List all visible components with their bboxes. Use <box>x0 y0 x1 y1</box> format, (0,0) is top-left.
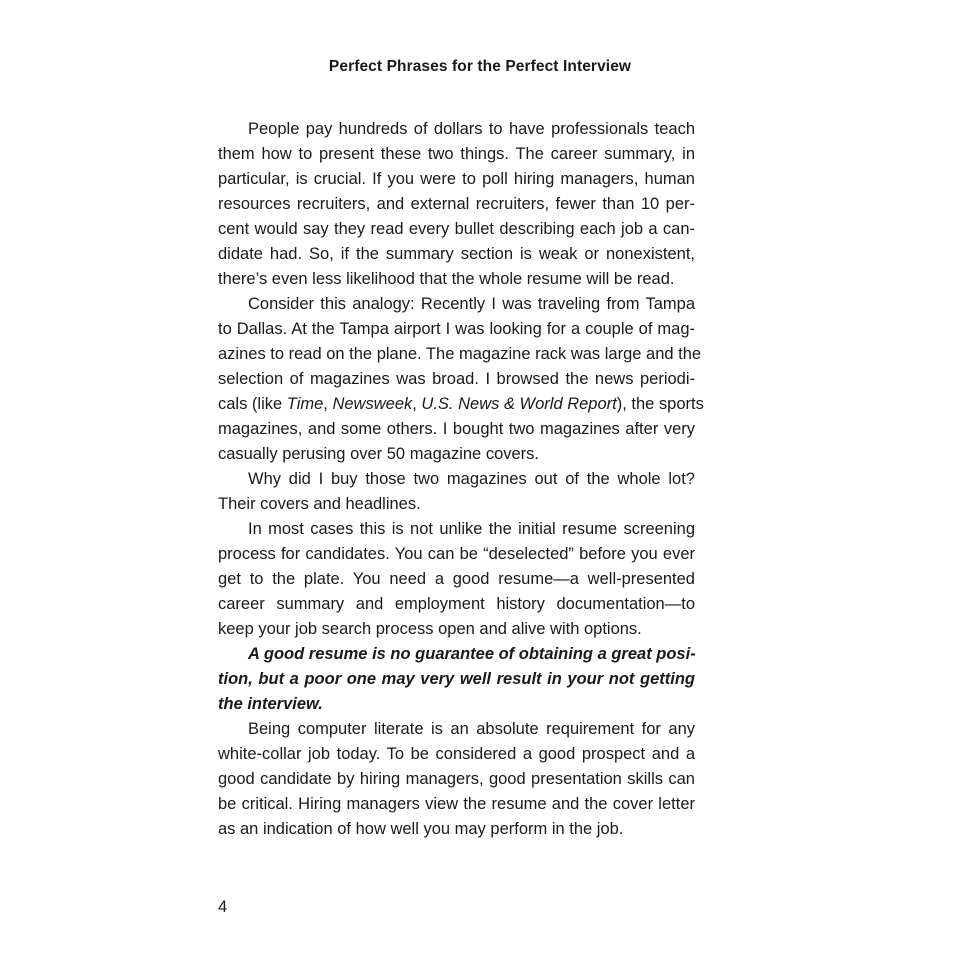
text-line: career summary and employment history documentation—to <box>218 595 695 613</box>
text-line: cent would say they read every bullet describing each job a can- <box>218 220 695 238</box>
magazine-title: Time <box>286 395 324 413</box>
paragraph <box>218 292 704 467</box>
emphasis-paragraph <box>218 642 695 717</box>
text-line: People pay hundreds of dollars to have professionals teach <box>248 120 695 138</box>
text-line: selection of magazines was broad. I browsed the news periodi- <box>218 370 695 388</box>
text-line: magazines, and some others. I bought two magazines after very <box>218 420 695 438</box>
paragraph <box>218 117 695 292</box>
text-line: resources recruiters, and external recruiters, fewer than 10 per- <box>218 195 695 213</box>
magazine-title: U.S. News & World Report <box>421 395 617 413</box>
text-line: didate had. So, if the summary section is weak or nonexistent, <box>218 245 695 263</box>
text-line: to Dallas. At the Tampa airport I was looking for a couple of mag- <box>218 320 695 338</box>
body-text <box>218 117 704 842</box>
text-line: Being computer literate is an absolute requirement for any <box>248 720 695 738</box>
paragraph <box>218 467 695 517</box>
text-line: there’s even less likelihood that the whole resume will be read. <box>218 270 675 288</box>
text-line: azines to read on the plane. The magazine rack was large and the <box>218 345 702 363</box>
text-line <box>218 392 704 417</box>
text-line: casually perusing over 50 magazine covers. <box>218 445 540 463</box>
text-line: Consider this analogy: Recently I was traveling from Tampa <box>248 295 695 313</box>
running-head: Perfect Phrases for the Perfect Interview <box>328 58 632 75</box>
text-line: Their covers and headlines. <box>218 495 421 513</box>
text-run: ), the sports <box>616 395 704 413</box>
text-line: get to the plate. You need a good resume—a well-presented <box>218 570 695 588</box>
text-line: keep your job search process open and alive with options. <box>218 620 642 638</box>
text-line: A good resume is no guarantee of obtaining a great posi- <box>248 645 696 663</box>
text-line: white-collar job today. To be considered a good prospect and a <box>218 745 695 763</box>
text-line: be critical. Hiring managers view the resume and the cover letter <box>218 795 695 813</box>
text-line: In most cases this is not unlike the initial resume screening <box>248 520 695 538</box>
magazine-title: Newsweek <box>332 395 413 413</box>
text-line: tion, but a poor one may very well result in your not getting <box>218 670 695 688</box>
text-line: them how to present these two things. The career summary, in <box>218 145 695 163</box>
text-line: good candidate by hiring managers, good presentation skills can <box>218 770 695 788</box>
text-line: the interview. <box>218 695 323 713</box>
paragraph <box>218 517 695 642</box>
text-run: , <box>323 395 333 413</box>
text-line: Why did I buy those two magazines out of the whole lot? <box>248 470 695 488</box>
page-number: 4 <box>218 898 228 916</box>
text-line: process for candidates. You can be “deselected” before you ever <box>218 545 695 563</box>
text-run: cals (like <box>218 395 287 413</box>
text-line: particular, is crucial. If you were to poll hiring managers, human <box>218 170 695 188</box>
paragraph <box>218 717 695 842</box>
text-line: as an indication of how well you may perform in the job. <box>218 820 624 838</box>
text-run: , <box>412 395 422 413</box>
